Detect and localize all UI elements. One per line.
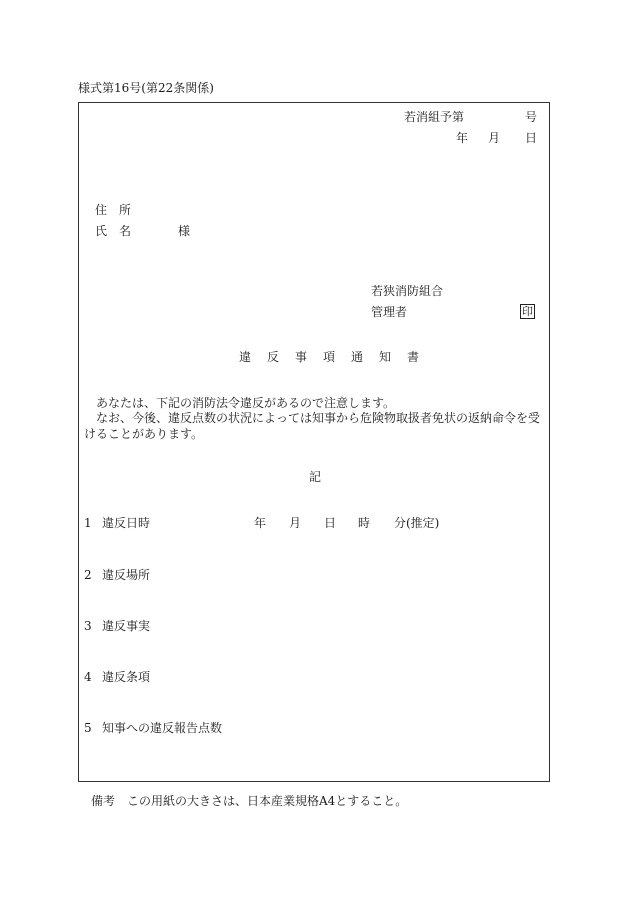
date-month: 月	[488, 131, 501, 145]
datetime-minute: 分(推定)	[394, 516, 440, 530]
item-label-violation-fact: 違反事実	[102, 619, 151, 633]
notice-title	[239, 350, 421, 364]
datetime-month: 月	[289, 516, 302, 530]
body-line-1: あなたは、下記の消防法令違反があるので注意します。	[96, 396, 396, 410]
title-char: 知	[379, 350, 392, 364]
item-number: 2	[84, 568, 92, 582]
item-label-violation-clause: 違反条項	[102, 670, 151, 684]
doc-number-suffix: 号	[525, 110, 538, 124]
title-char: 書	[407, 350, 420, 364]
title-char: 通	[351, 350, 364, 364]
title-char: 項	[323, 350, 336, 364]
title-char: 違	[239, 350, 252, 364]
item-label-violation-datetime: 違反日時	[102, 516, 151, 530]
form-identifier: 様式第16号(第22条関係)	[78, 81, 214, 95]
address-label: 住 所	[95, 203, 132, 217]
item-number: 5	[84, 721, 92, 735]
doc-number-prefix: 若消組予第	[404, 110, 465, 124]
datetime-year: 年	[254, 516, 267, 530]
date-day: 日	[525, 131, 538, 145]
item-number: 4	[84, 670, 92, 684]
seal-icon: 印	[522, 305, 533, 318]
date-year: 年	[456, 131, 469, 145]
datetime-hour: 時	[358, 516, 371, 530]
body-paragraph-2	[84, 410, 548, 442]
issuer-role: 管理者	[371, 305, 408, 319]
title-char: 事	[295, 350, 308, 364]
datetime-day: 日	[324, 516, 337, 530]
item-number: 3	[84, 619, 92, 633]
issuer-organization: 若狭消防組合	[371, 284, 444, 298]
name-label: 氏 名	[95, 224, 132, 238]
ki-heading: 記	[309, 470, 322, 484]
item-number: 1	[84, 516, 92, 530]
seal-mark	[520, 304, 535, 319]
body-paragraph-1	[84, 395, 548, 411]
honorific: 様	[178, 224, 191, 238]
body-line-2: なお、今後、違反点数の状況によっては知事から危険物取扱者免状の返納命令を受けることがあります。	[84, 411, 541, 441]
title-char: 反	[267, 350, 280, 364]
remarks-note: 備考 この用紙の大きさは、日本産業規格A4とすること。	[91, 794, 408, 808]
item-label-violation-place: 違反場所	[102, 568, 151, 582]
item-label-report-points: 知事への違反報告点数	[102, 721, 223, 735]
